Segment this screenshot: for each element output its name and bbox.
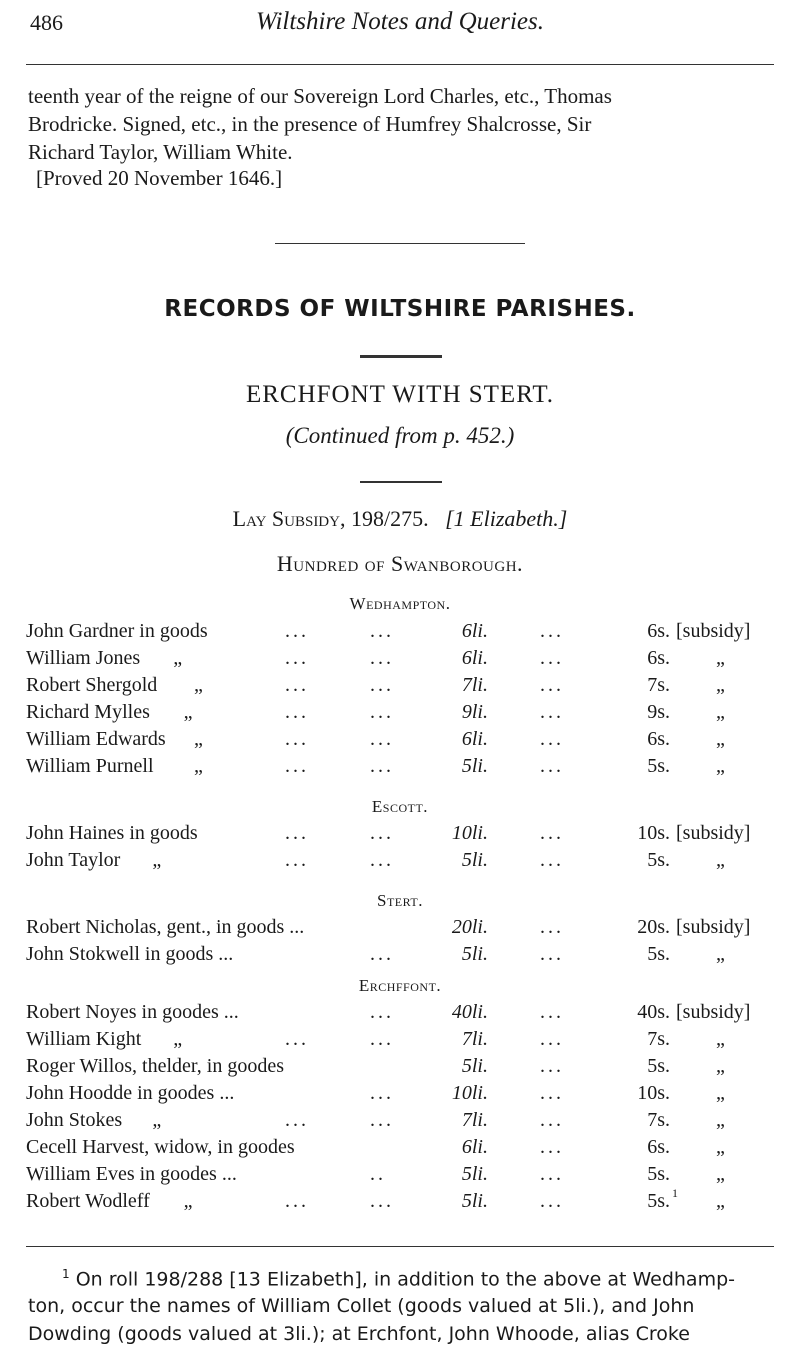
cell-d1: ... (285, 701, 309, 723)
cell-ditto1: „ (152, 849, 162, 871)
cell-subsidy: 5s. (647, 943, 670, 965)
cell-value: 6li. (461, 1136, 488, 1158)
table-row (0, 674, 800, 702)
cell-d1: ... (285, 647, 309, 669)
cell-d2: .. (370, 1163, 386, 1185)
cell-name: Richard Mylles (26, 701, 150, 723)
cell-d3: ... (540, 647, 564, 669)
cell-ditto2: „ (716, 1109, 725, 1131)
cell-name: John Stokwell in goods ... (26, 943, 234, 965)
cell-d3: ... (540, 943, 564, 965)
cell-d2: ... (370, 849, 394, 871)
cell-d2: ... (370, 674, 394, 696)
page-number: 486 (30, 10, 63, 35)
cell-d1: ... (285, 849, 309, 871)
cell-d3: ... (540, 916, 564, 938)
cell-d3: ... (540, 755, 564, 777)
cell-value: 5li. (461, 1163, 488, 1185)
cell-ditto1: „ (194, 728, 203, 750)
footnote-mark: 1 (62, 1267, 70, 1281)
article-subtitle: ERCHFONT WITH STERT. (245, 381, 555, 408)
cell-d2: ... (370, 1028, 394, 1050)
cell-subsidy: 7s. (647, 1109, 670, 1131)
cell-d2: ... (370, 755, 394, 777)
cell-ditto1: „ (183, 701, 193, 723)
cell-value: 40li. (451, 1001, 488, 1023)
cell-ditto2: „ (716, 647, 725, 669)
cell-d1: ... (285, 755, 309, 777)
cell-name: Cecell Harvest, widow, in goodes (26, 1136, 295, 1158)
table-row (0, 1028, 800, 1056)
cell-note: [subsidy] (676, 620, 751, 642)
table-row (0, 943, 800, 971)
table-row (0, 647, 800, 675)
place-heading: Stert. (377, 891, 423, 910)
cell-d1: ... (285, 620, 309, 642)
cell-value: 5li. (461, 849, 488, 871)
cell-ditto2: „ (716, 1055, 725, 1077)
cell-d3: ... (540, 1163, 564, 1185)
cell-name: John Hoodde in goodes ... (26, 1082, 235, 1104)
cell-d2: ... (370, 1190, 394, 1212)
cell-name: Robert Noyes in goodes ... (26, 1001, 239, 1023)
cell-ditto2: „ (716, 755, 725, 777)
cell-name: John Taylor (26, 849, 121, 871)
cell-d2: ... (370, 1001, 394, 1023)
cell-d2: ... (370, 701, 394, 723)
table-row (0, 822, 800, 850)
cell-d1: ... (285, 822, 309, 844)
cell-d2: ... (370, 822, 394, 844)
subtitle-rule (360, 481, 442, 483)
cell-name: William Eves in goodes ... (26, 1163, 237, 1185)
running-title: Wiltshire Notes and Queries. (256, 8, 544, 35)
cell-note: [subsidy] (676, 916, 751, 938)
cell-subsidy: 6s. (647, 647, 670, 669)
cell-subsidy: 20s. (637, 916, 670, 938)
cell-value: 9li. (461, 701, 488, 723)
cell-subsidy: 5s. (647, 849, 670, 871)
footnote-ref: 1 (672, 1186, 678, 1200)
footnote-line: ton, occur the names of William Collet (goods valued at 5li.), and John (28, 1295, 695, 1317)
cell-name: Robert Nicholas, gent., in goods ... (26, 916, 305, 938)
cell-value: 5li. (461, 943, 488, 965)
cell-ditto2: „ (716, 1190, 725, 1212)
cell-value: 7li. (461, 1109, 488, 1131)
cell-ditto2: „ (716, 701, 725, 723)
hundred-heading: Hundred of Swanborough. (276, 551, 524, 576)
cell-d3: ... (540, 1109, 564, 1131)
cell-d3: ... (540, 1001, 564, 1023)
paragraph-line: teenth year of the reigne of our Sovereign Lord Charles, etc., Thomas (28, 84, 612, 108)
cell-d3: ... (540, 822, 564, 844)
cell-value: 10li. (451, 1082, 488, 1104)
section-divider (275, 243, 525, 244)
lay-subsidy-ref: Lay Subsidy, 198/275. (232, 506, 429, 531)
lay-subsidy-heading (0, 506, 800, 532)
cell-ditto1: „ (173, 1028, 183, 1050)
cell-value: 5li. (461, 755, 488, 777)
cell-d3: ... (540, 1190, 564, 1212)
cell-ditto2: „ (716, 1082, 725, 1104)
place-heading: Erchffont. (358, 976, 442, 995)
table-row (0, 620, 800, 648)
cell-value: 7li. (461, 1028, 488, 1050)
cell-d3: ... (540, 728, 564, 750)
cell-ditto1: „ (183, 1190, 193, 1212)
cell-ditto2: „ (716, 1028, 725, 1050)
cell-subsidy: 5s. (647, 1055, 670, 1077)
table-row (0, 1082, 800, 1110)
cell-d3: ... (540, 1136, 564, 1158)
cell-note: [subsidy] (676, 822, 751, 844)
cell-subsidy: 10s. (637, 822, 670, 844)
cell-ditto2: „ (716, 728, 725, 750)
cell-ditto1: „ (173, 647, 183, 669)
cell-d3: ... (540, 620, 564, 642)
cell-value: 20li. (451, 916, 488, 938)
cell-subsidy: 10s. (637, 1082, 670, 1104)
cell-name: William Jones (26, 647, 141, 669)
footnote-text: On roll 198/288 [13 Elizabeth], in addition to the above at Wedhamp- (75, 1268, 735, 1291)
cell-name: William Edwards (26, 728, 166, 750)
reign-note: [1 Elizabeth.] (445, 506, 568, 531)
cell-ditto1: „ (194, 674, 203, 696)
cell-value: 5li. (461, 1190, 488, 1212)
cell-name: William Purnell (26, 755, 154, 777)
cell-ditto2: „ (716, 1163, 725, 1185)
cell-name: Roger Willos, thelder, in goodes (26, 1055, 284, 1077)
cell-d1: ... (285, 1109, 309, 1131)
cell-value: 5li. (461, 1055, 488, 1077)
cell-name: John Gardner in goods (26, 620, 208, 642)
table-row (0, 916, 800, 944)
footnote-line: Dowding (goods valued at 3li.); at Erchfont, John Whoode, alias Croke (28, 1323, 690, 1345)
cell-d2: ... (370, 1082, 394, 1104)
article-title: RECORDS OF WILTSHIRE PARISHES. (164, 296, 636, 322)
cell-ditto2: „ (716, 1136, 725, 1158)
cell-value: 7li. (461, 674, 488, 696)
place-heading: Wedhampton. (349, 594, 451, 613)
cell-subsidy: 5s. (647, 755, 670, 777)
table-row (0, 1136, 800, 1164)
cell-value: 6li. (461, 620, 488, 642)
footnote-rule (26, 1246, 774, 1247)
cell-d1: ... (285, 728, 309, 750)
cell-d3: ... (540, 701, 564, 723)
table-row (0, 1163, 800, 1191)
table-row (0, 755, 800, 783)
table-row (0, 849, 800, 877)
cell-subsidy: 9s. (647, 701, 670, 723)
cell-d1: ... (285, 674, 309, 696)
cell-d3: ... (540, 1028, 564, 1050)
continued-note: (Continued from p. 452.) (285, 423, 515, 448)
cell-ditto2: „ (716, 849, 725, 871)
cell-d1: ... (285, 1028, 309, 1050)
cell-subsidy: 7s. (647, 674, 670, 696)
cell-d2: ... (370, 943, 394, 965)
table-row (0, 728, 800, 756)
cell-value: 6li. (461, 647, 488, 669)
cell-name: John Haines in goods (26, 822, 198, 844)
cell-name: Robert Shergold (26, 674, 158, 696)
title-rule (360, 355, 442, 358)
cell-d3: ... (540, 1082, 564, 1104)
footnote-line (62, 1267, 735, 1290)
cell-ditto2: „ (716, 943, 725, 965)
cell-value: 6li. (461, 728, 488, 750)
cell-value: 10li. (451, 822, 488, 844)
cell-subsidy: 5s. (647, 1163, 670, 1185)
cell-subsidy: 6s. (647, 1136, 670, 1158)
cell-subsidy: 7s. (647, 1028, 670, 1050)
cell-ditto1: „ (194, 755, 203, 777)
table-row (0, 1109, 800, 1137)
cell-name: Robert Wodleff (26, 1190, 150, 1212)
cell-note: [subsidy] (676, 1001, 751, 1023)
cell-d2: ... (370, 1109, 394, 1131)
table-row (0, 1001, 800, 1029)
cell-d1: ... (285, 1190, 309, 1212)
paragraph-line: Brodricke. Signed, etc., in the presence of Humfrey Shalcrosse, Sir (28, 112, 592, 136)
cell-d3: ... (540, 849, 564, 871)
cell-ditto1: „ (152, 1109, 162, 1131)
paragraph-line: Richard Taylor, William White. (28, 140, 293, 164)
table-row (0, 1055, 800, 1083)
cell-name: John Stokes (26, 1109, 123, 1131)
cell-subsidy: 6s. (647, 728, 670, 750)
cell-subsidy: 6s. (647, 620, 670, 642)
cell-ditto2: „ (716, 674, 725, 696)
cell-subsidy: 40s. (637, 1001, 670, 1023)
table-row (0, 701, 800, 729)
header-rule (26, 64, 774, 65)
proved-note: [Proved 20 November 1646.] (36, 166, 283, 190)
cell-d2: ... (370, 647, 394, 669)
cell-name: William Kight (26, 1028, 142, 1050)
cell-d2: ... (370, 728, 394, 750)
cell-subsidy: 5s. (647, 1190, 670, 1212)
cell-d2: ... (370, 620, 394, 642)
cell-d3: ... (540, 674, 564, 696)
cell-d3: ... (540, 1055, 564, 1077)
place-heading: Escott. (371, 797, 429, 816)
table-row (0, 1186, 800, 1218)
